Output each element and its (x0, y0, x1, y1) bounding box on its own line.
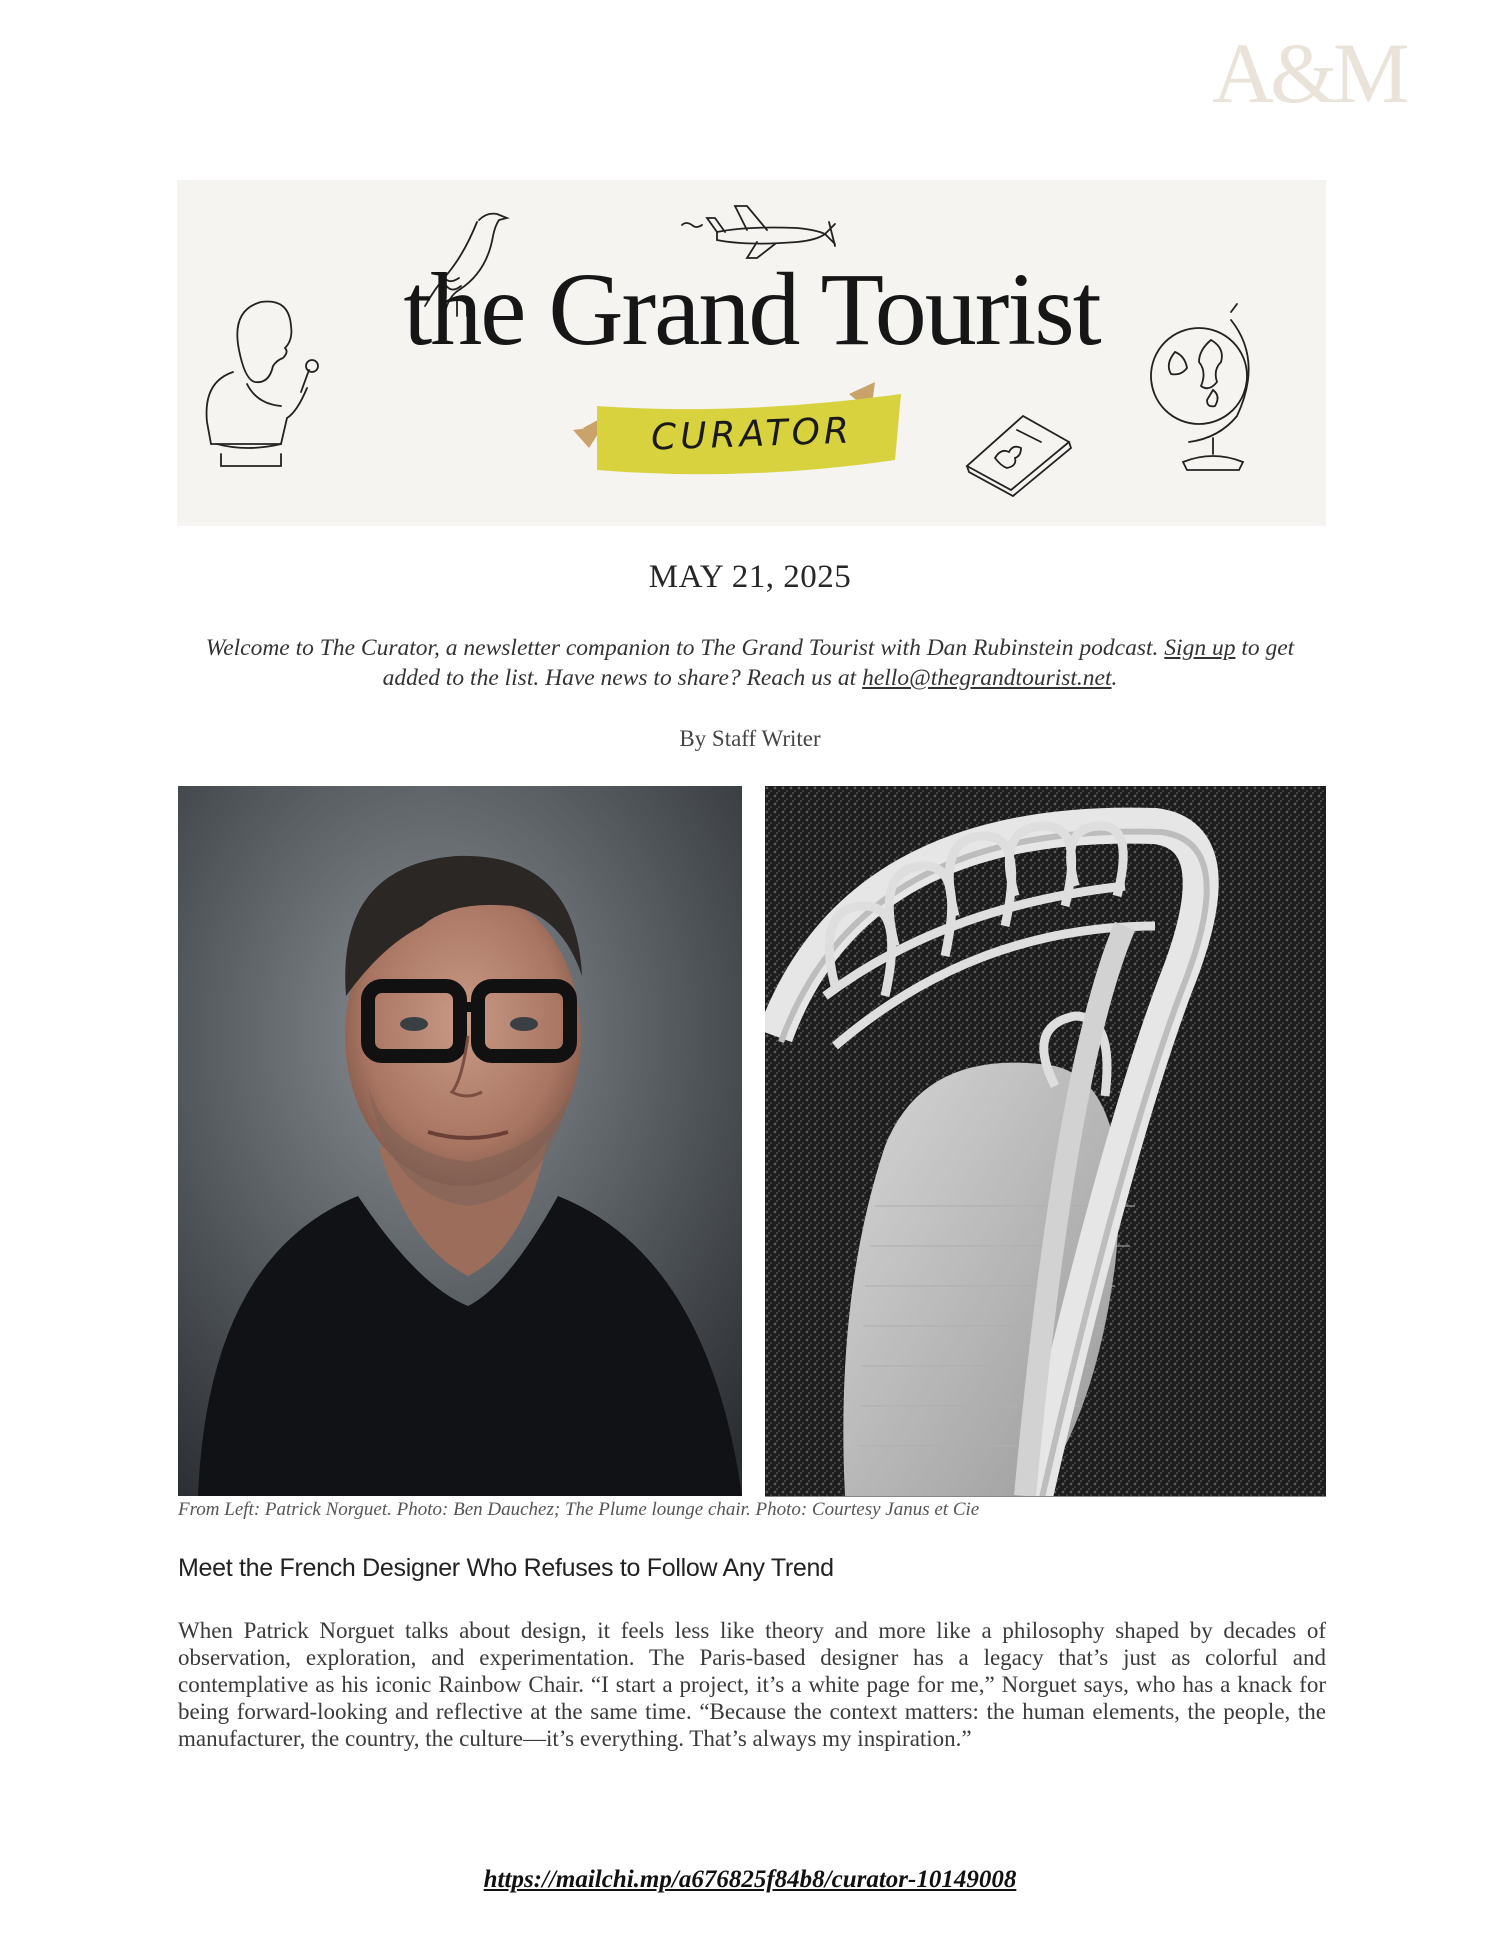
byline: By Staff Writer (679, 726, 821, 751)
am-logo: A&M (1212, 25, 1406, 121)
email-link[interactable]: hello@thegrandtourist.net (862, 665, 1112, 691)
source-link[interactable]: https://mailchi.mp/a676825f84b8/curator-10149008 (483, 1866, 1017, 1893)
photo-caption: From Left: Patrick Norguet. Photo: Ben Dauchez; The Plume lounge chair. Photo: Courtesy Janus et Cie (178, 1499, 980, 1520)
article-headline: Meet the French Designer Who Refuses to Follow Any Trend (178, 1554, 834, 1582)
signup-link[interactable]: Sign up (1164, 635, 1236, 661)
airplane-icon (682, 206, 835, 258)
intro-text-middle: to get added to the list. Have news to share? Reach us at (382, 635, 1295, 691)
intro-paragraph (200, 633, 1300, 693)
chair-photo (765, 786, 1326, 1496)
book-icon (967, 416, 1071, 496)
photo-divider-line (765, 1496, 1326, 1497)
newsletter-banner (177, 180, 1326, 526)
intro-text-end: . (1111, 665, 1118, 691)
footer-url (0, 1866, 1500, 1894)
issue-date: MAY 21, 2025 (648, 559, 852, 595)
article-body: When Patrick Norguet talks about design, it feels less like theory and more like a philosophy shaped by decades of observation, exploration, and experimentation. The Paris-based designer has a legacy that’s just as colorful and contemplative as his iconic Rainbow Chair. “I start a project, it’s a white page for me,” Norguet says, who has a knack for being forward-looking and reflective at the same time. “Because the context matters: the human elements, the people, the manufacturer, the country, the culture—it’s everything. That’s always my inspiration.” (178, 1618, 1326, 1751)
banner-title: the Grand Tourist (403, 252, 1100, 367)
portrait-photo (178, 786, 742, 1496)
intro-text: Welcome to The Curator, a newsletter companion to The Grand Tourist with Dan Rubinstein podcast. (205, 635, 1165, 661)
ribbon-text: CURATOR (650, 410, 854, 459)
